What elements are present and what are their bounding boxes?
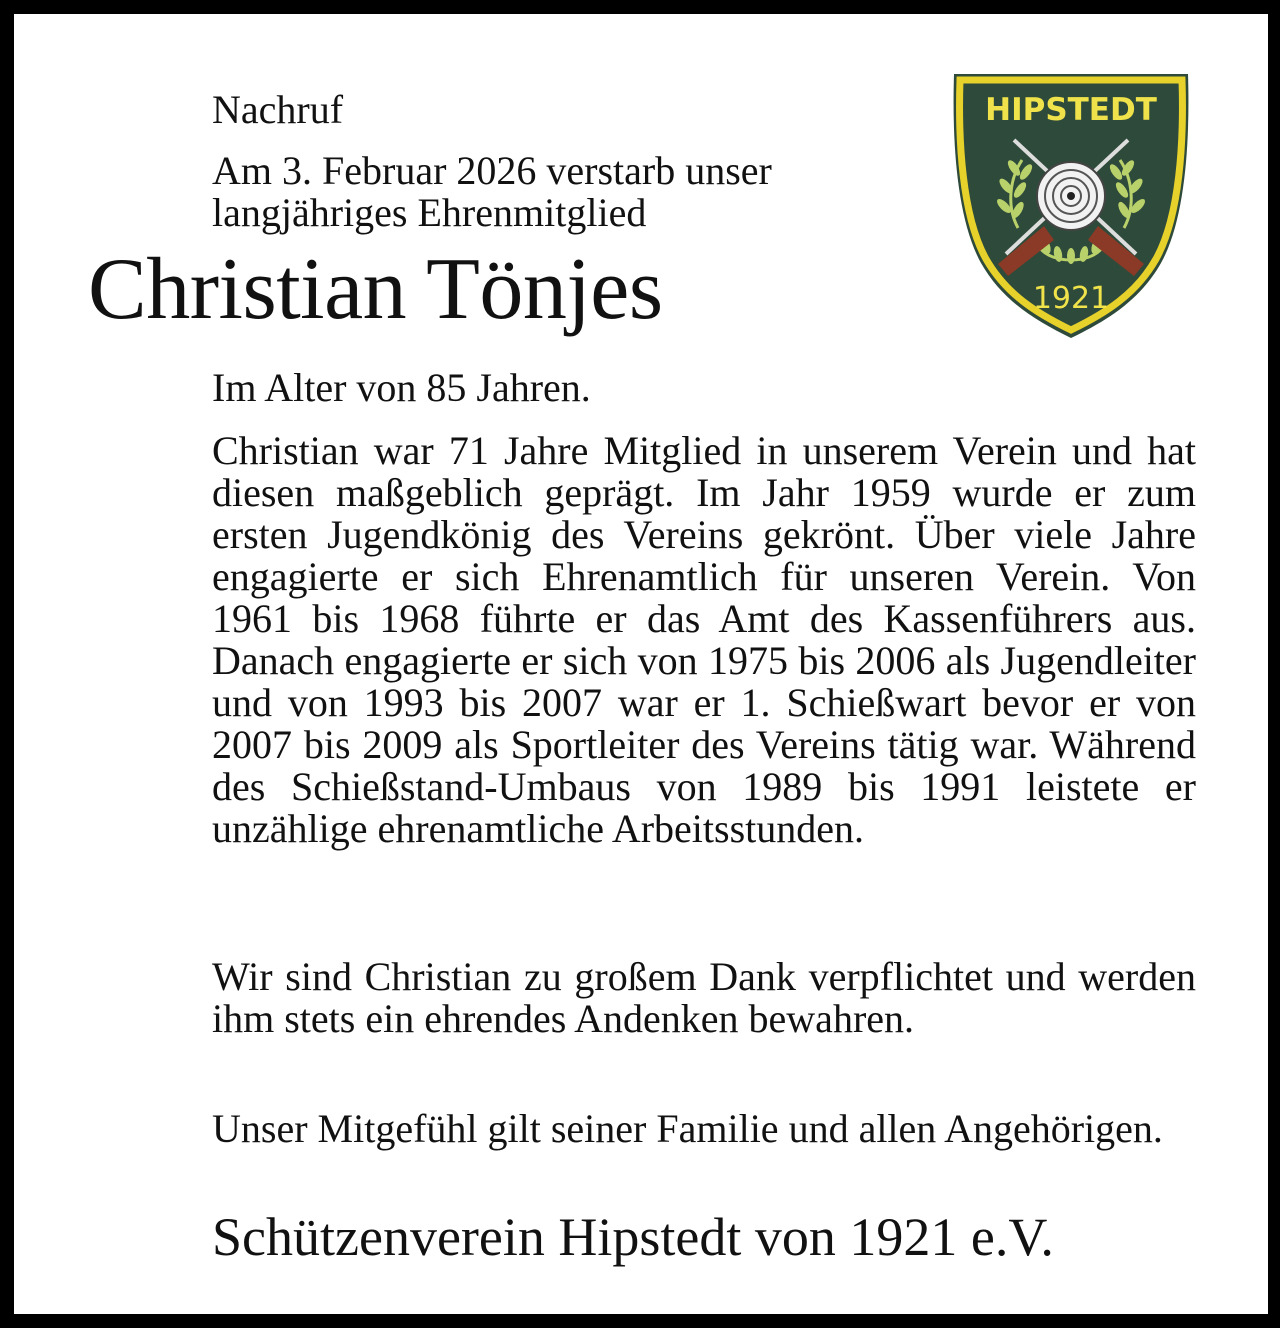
deceased-name: Christian Tönjes xyxy=(88,241,663,338)
target-icon xyxy=(1037,162,1105,230)
crest-year: 1921 xyxy=(1032,281,1110,316)
shooting-club-crest-icon xyxy=(948,68,1194,342)
gratitude-paragraph: Wir sind Christian zu großem Dank verpflichtet und werden ihm stets ein ehrendes Andenken bewahren. xyxy=(212,954,1196,1041)
intro-line-1: Am 3. Februar 2026 verstarb unser xyxy=(212,148,772,193)
obituary-notice xyxy=(14,14,1268,1314)
biography-paragraph: Christian war 71 Jahre Mitglied in unserem Verein und hat diesen maßgeblich geprägt. Im Jahr 1959 wurde er zum ersten Jugendkönig des Vereins gekrönt. Über viele Jahre engagierte er sich Ehrenamtlich für unseren Verein. Von 1961 bis 1968 führte er das Amt des Kassenführers aus. Danach engagierte er sich von 1975 bis 2006 als Jugendleiter und von 1993 bis 2007 war er 1. Schießwart bevor er von 2007 bis 2009 als Sportleiter des Vereins tätig war. Während des Schießstand-Umbaus von 1989 bis 1991 leistete er unzählige ehrenamtliche Arbeitsstunden. xyxy=(212,428,1196,851)
age-line: Im Alter von 85 Jahren. xyxy=(212,365,591,410)
intro-text xyxy=(212,150,772,234)
club-signature: Schützenverein Hipstedt von 1921 e.V. xyxy=(212,1207,1054,1267)
crest-top-text: HIPSTEDT xyxy=(985,92,1157,128)
notice-label: Nachruf xyxy=(212,87,344,132)
condolence-paragraph: Unser Mitgefühl gilt seiner Familie und allen Angehörigen. xyxy=(212,1106,1163,1151)
intro-line-2: langjähriges Ehrenmitglied xyxy=(212,190,647,235)
